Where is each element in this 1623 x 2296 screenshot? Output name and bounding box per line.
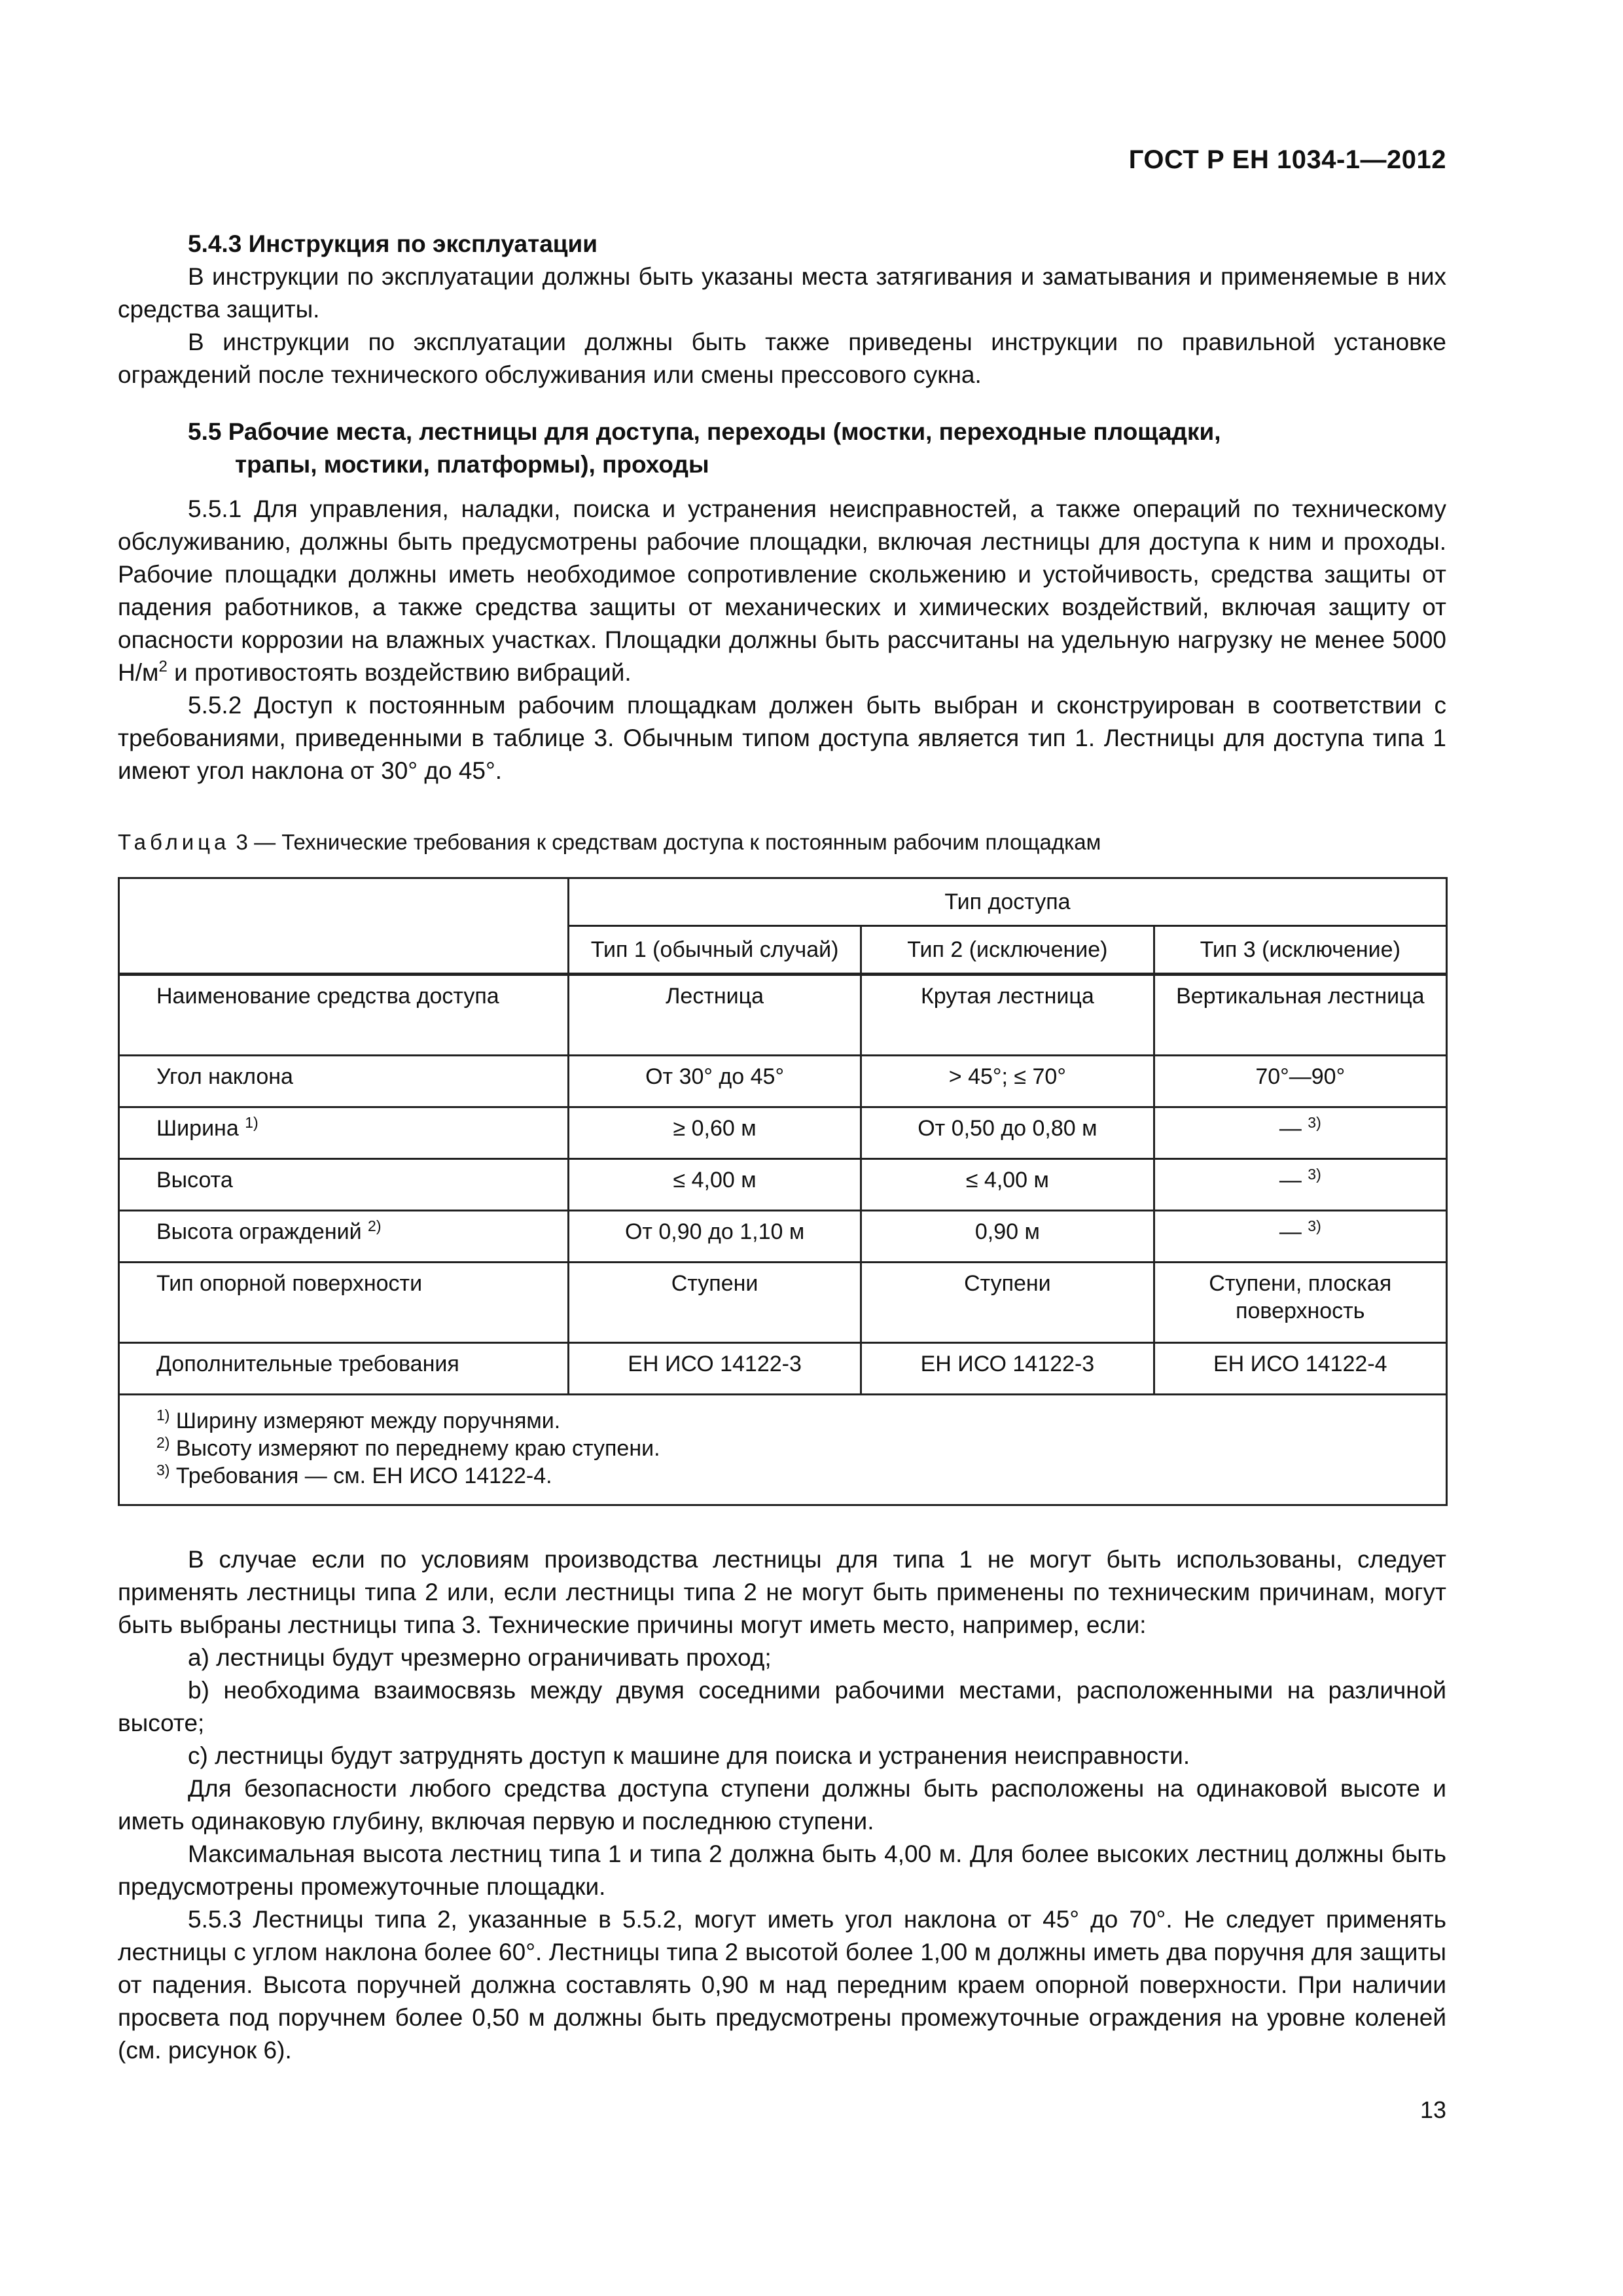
table-row: [119, 975, 1447, 1056]
table-group-header-row: [119, 878, 1447, 926]
table-cell: ≥ 0,60 м: [568, 1107, 861, 1159]
table-cell: Лестница: [568, 975, 861, 1056]
paragraph-text: 5.5.1 Для управления, наладки, поиска и устранения неисправностей, а также операций по техническому обслуживанию, должны быть предусмотрены рабочие площадки, включая лестницы для доступа к ним и проходы. Рабочие площадки должны иметь необходимое сопротивление скольжению и устойчивость, средства защиты от падения работников, а также средства защиты от механических и химических воздействий, включая защиту от опасности коррозии на влажных участках. Площадки должны быть рассчитаны на удельную нагрузку не менее 5000 Н/м: [118, 495, 1446, 686]
row-label: [119, 1159, 569, 1211]
note-text: Ширину измеряют между поручнями.: [169, 1408, 561, 1433]
superscript: 2: [158, 658, 168, 675]
row-label: [119, 1056, 569, 1107]
paragraph: Для безопасности любого средства доступа ступени должны быть расположены на одинаковой высоте и иметь одинаковую глубину, включая первую и последнюю ступени.: [118, 1775, 1446, 1835]
footnote-mark: 3): [1308, 1114, 1321, 1131]
table-caption: [118, 829, 1101, 855]
row-label-text: Угол наклона: [156, 1064, 293, 1089]
cell-text: —: [1279, 1219, 1308, 1244]
row-label-text: Высота ограждений: [156, 1219, 368, 1244]
paragraph-5-5-1: [118, 493, 1446, 689]
table-caption-text: 3 — Технические требования к средствам доступа к постоянным рабочим площадкам: [230, 830, 1101, 854]
footnote-mark: 2): [368, 1217, 382, 1234]
paragraph: В инструкции по эксплуатации должны быть также приведены инструкции по правильной установке ограждений после технического обслуживания или смены прессового сукна.: [118, 329, 1446, 388]
table-cell: От 0,50 до 0,80 м: [861, 1107, 1154, 1159]
paragraph: В случае если по условиям производства лестницы для типа 1 не могут быть использованы, следует применять лестницы типа 2 или, если лестницы типа 2 не могут быть применены по техническим причинам, могут быть выбраны лестницы типа 3. Технические причины могут иметь место, например, если:: [118, 1546, 1446, 1638]
row-label: [119, 1107, 569, 1159]
table-row: [119, 1107, 1447, 1159]
paragraph: Максимальная высота лестниц типа 1 и типа 2 должна быть 4,00 м. Для более высоких лестниц должны быть предусмотрены промежуточные площадки.: [118, 1840, 1446, 1900]
paragraph-text: и противостоять воздействию вибраций.: [167, 659, 632, 686]
table-cell: От 30° до 45°: [568, 1056, 861, 1107]
table-cell: [1154, 1211, 1446, 1263]
section-5-5: [118, 416, 1446, 787]
table-note: [156, 1435, 1409, 1462]
paragraph-5-5-2: 5.5.2 Доступ к постоянным рабочим площадкам должен быть выбран и сконструирован в соответствии с требованиями, приведенными в таблице 3. Обычным типом доступа является тип 1. Лестницы для доступа типа 1 имеют угол наклона от 30° до 45°.: [118, 692, 1446, 784]
list-item: b) необходима взаимосвязь между двумя соседними рабочими местами, расположенными на различной высоте;: [118, 1677, 1446, 1736]
row-label-text: Ширина: [156, 1116, 245, 1141]
table-row: [119, 1263, 1447, 1343]
row-label-text: Дополнительные требования: [156, 1352, 459, 1376]
section-5-4-3: [118, 228, 1446, 391]
table-cell: 70°—90°: [1154, 1056, 1446, 1107]
row-label-text: Высота: [156, 1168, 233, 1193]
list-item: c) лестницы будут затруднять доступ к машине для поиска и устранения неисправности.: [188, 1742, 1190, 1769]
paragraph-5-5-3: 5.5.3 Лестницы типа 2, указанные в 5.5.2, могут иметь угол наклона от 45° до 70°. Не следует применять лестницы с углом наклона более 60°. Лестницы типа 2 высотой более 1,00 м должны иметь два поручня для защиты от падения. Высота поручней должна составлять 0,90 м над передним краем опорной поверхности. При наличии просвета под поручнем более 0,50 м должны быть предусмотрены промежуточные ограждения на уровне коленей (см. рисунок 6).: [118, 1906, 1446, 2064]
column-header: Тип 3 (исключение): [1154, 926, 1446, 975]
table-cell: [1154, 1107, 1446, 1159]
section-heading-5-4-3: 5.4.3 Инструкция по эксплуатации: [188, 230, 598, 257]
table-caption-label: Таблица: [118, 830, 230, 854]
table-notes: [119, 1395, 1447, 1505]
table-group-header: Тип доступа: [568, 878, 1446, 926]
cell-text: —: [1279, 1116, 1308, 1141]
table-cell: ЕН ИСО 14122-3: [861, 1343, 1154, 1395]
page-number: 13: [1419, 2096, 1446, 2123]
table-cell: ≤ 4,00 м: [861, 1159, 1154, 1211]
table-row: [119, 1056, 1447, 1107]
row-label: [119, 1343, 569, 1395]
column-header: Тип 1 (обычный случай): [568, 926, 861, 975]
footnote-mark: 3): [1308, 1166, 1321, 1183]
post-table-text: [118, 1543, 1446, 2067]
footnote-mark: 1): [245, 1114, 259, 1131]
table-note: [156, 1462, 1409, 1490]
table-cell: От 0,90 до 1,10 м: [568, 1211, 861, 1263]
table-cell: Вертикальная лестница: [1154, 975, 1446, 1056]
footnote-mark: 3): [1308, 1217, 1321, 1234]
column-header: Тип 2 (исключение): [861, 926, 1154, 975]
row-label: [119, 975, 569, 1056]
requirements-table: [118, 877, 1448, 1506]
list-item: a) лестницы будут чрезмерно ограничивать проход;: [188, 1644, 772, 1671]
footnote-mark: 1): [156, 1407, 170, 1424]
table-row: [119, 1211, 1447, 1263]
table-row: [119, 1343, 1447, 1395]
row-label: [119, 1211, 569, 1263]
table-cell: Ступени, плоская поверхность: [1154, 1263, 1446, 1343]
footnote-mark: 2): [156, 1434, 170, 1451]
heading-line-2: трапы, мостики, платформы), проходы: [235, 451, 709, 478]
table-cell: Ступени: [568, 1263, 861, 1343]
section-heading-5-5: [118, 416, 1446, 481]
row-label-text: Наименование средства доступа: [156, 984, 499, 1009]
table-row: [119, 1159, 1447, 1211]
table-cell: ≤ 4,00 м: [568, 1159, 861, 1211]
note-text: Высоту измеряют по переднему краю ступени.: [169, 1436, 660, 1461]
table-corner-cell: [119, 878, 569, 975]
table-cell: [1154, 1159, 1446, 1211]
table-notes-row: [119, 1395, 1447, 1505]
note-text: Требования — см. ЕН ИСО 14122-4.: [169, 1463, 552, 1488]
row-label-text: Тип опорной поверхности: [156, 1271, 423, 1296]
standard-code-header: ГОСТ Р ЕН 1034-1—2012: [1128, 145, 1446, 174]
heading-line-1: 5.5 Рабочие места, лестницы для доступа, переходы (мостки, переходные площадки,: [188, 418, 1221, 445]
table-cell: ЕН ИСО 14122-4: [1154, 1343, 1446, 1395]
row-label: [119, 1263, 569, 1343]
table-cell: Крутая лестница: [861, 975, 1154, 1056]
paragraph: В инструкции по эксплуатации должны быть указаны места затягивания и заматывания и применяемые в них средства защиты.: [118, 263, 1446, 323]
table-cell: ЕН ИСО 14122-3: [568, 1343, 861, 1395]
cell-text: —: [1279, 1168, 1308, 1193]
footnote-mark: 3): [156, 1462, 170, 1479]
table-cell: Ступени: [861, 1263, 1154, 1343]
table-cell: 0,90 м: [861, 1211, 1154, 1263]
table-note: [156, 1407, 1409, 1435]
table-cell: > 45°; ≤ 70°: [861, 1056, 1154, 1107]
